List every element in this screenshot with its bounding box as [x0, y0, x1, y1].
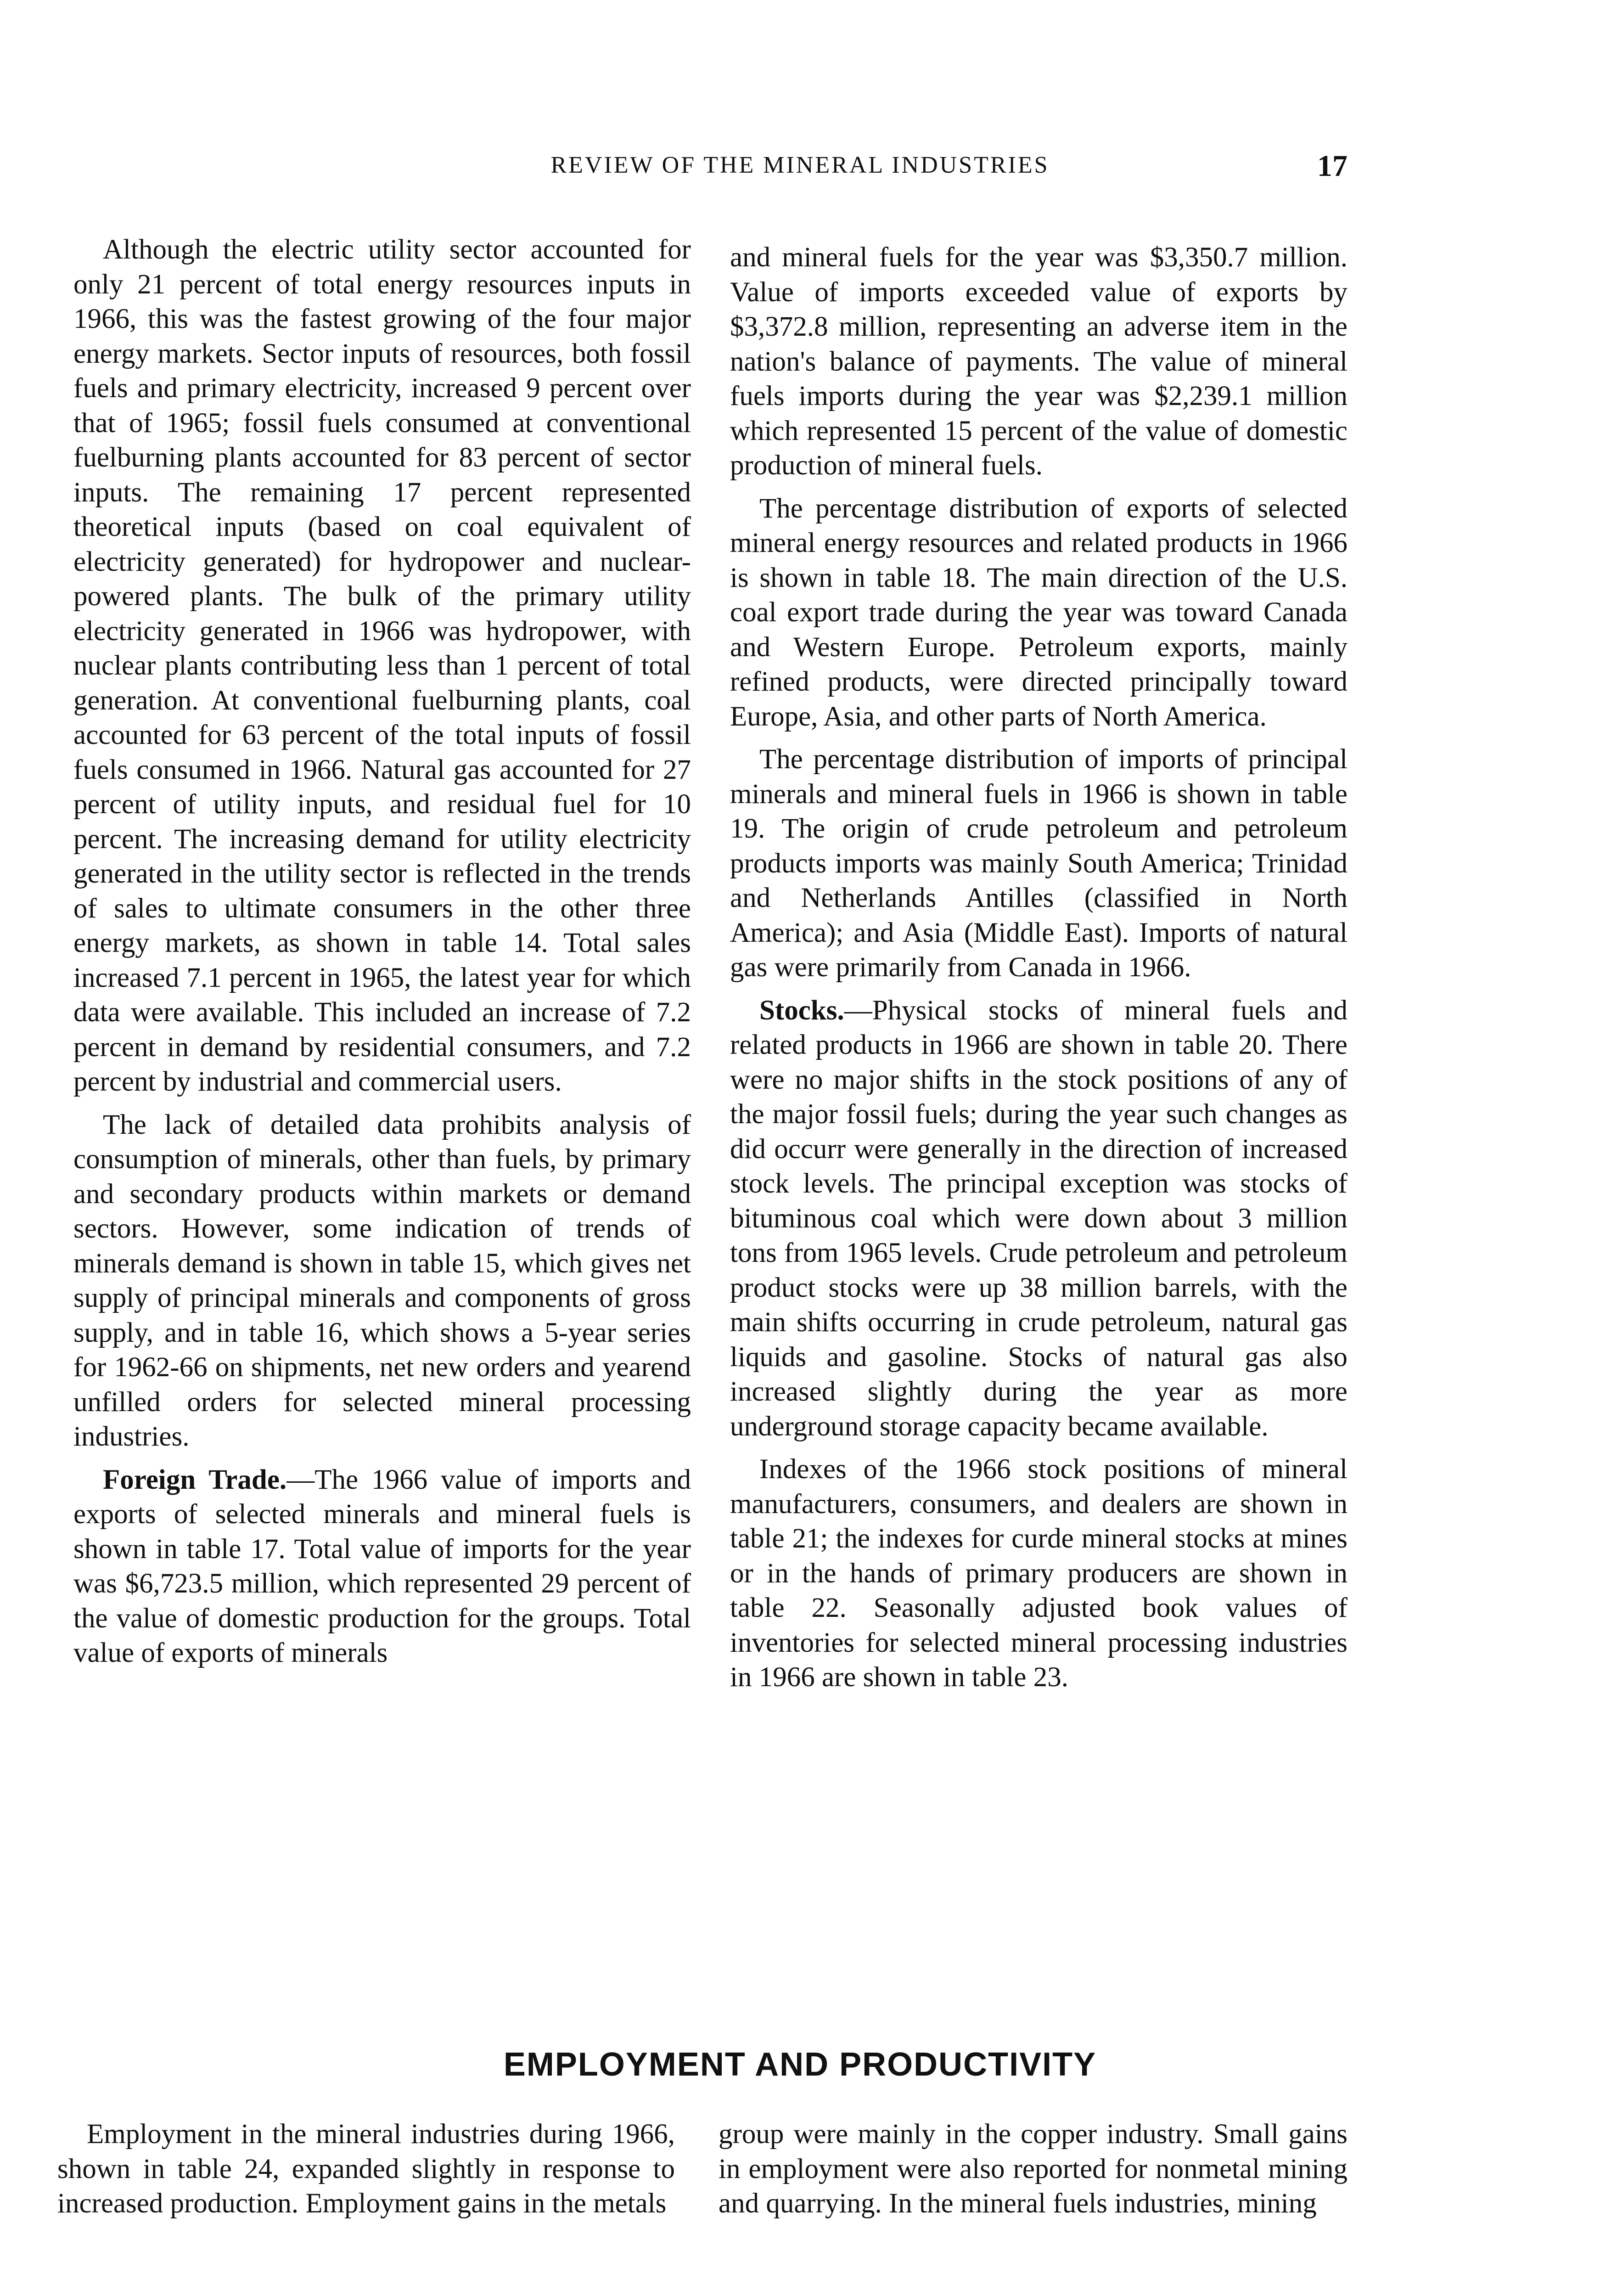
- paragraph-foreign-trade-body: —The 1966 value of imports and exports of selected minerals and mineral fuels is shown in table 17. Total value of imports for the year was $6,723.5 million, which represented 29 percent of the value of domestic production for the groups. Total value of exports of minerals: [73, 1464, 691, 1668]
- paragraph-consumption-of-minerals: The lack of detailed data prohibits analysis of consumption of minerals, other than fuels, by primary and secondary products within markets or demand sectors. However, some indication of trends of minerals demand is shown in table 15, which gives net supply of principal minerals and components of gross supply, and in table 16, which shows a 5-year series for 1962-66 on shipments, net new orders and yearend unfilled orders for selected mineral processing industries.: [73, 1109, 691, 1452]
- paragraph-employment-continued: group were mainly in the copper industry. Small gains in employment were also reported for nonmetal mining and quarrying. In the mineral fuels industries, mining: [719, 2119, 1347, 2219]
- paragraph-foreign-trade-continued: and mineral fuels for the year was $3,350.7 million. Value of imports exceeded value of exports by $3,372.8 million, representing an adverse item in the nation's balance of payments. The value of mineral fuels imports during the year was $2,239.1 million which represented 15 percent of the value of domestic production of mineral fuels.: [730, 242, 1347, 481]
- paragraph-electric-utility-sector: Although the electric utility sector accounted for only 21 percent of total energy resources inputs in 1966, this was the fastest growing of the four major energy markets. Sector inputs of resources, both fossil fuels and primary electricity, increased 9 percent over that of 1965; fossil fuels consumed at conventional fuelburning plants accounted for 83 percent of sector inputs. The remaining 17 percent represented theoretical inputs (based on coal equivalent of electricity generated) for hydropower and nuclear-powered plants. The bulk of the primary utility electricity generated in 1966 was hydropower, with nuclear plants contributing less than 1 percent of total generation. At conventional fuelburning plants, coal accounted for 63 percent of the total inputs of fossil fuels consumed in 1966. Natural gas accounted for 27 percent of utility inputs, and residual fuel for 10 percent. The increasing demand for utility electricity generated in the utility sector is reflected in the trends of sales to ultimate consumers in the other three energy markets, as shown in table 14. Total sales increased 7.1 percent in 1965, the latest year for which data were available. This included an increase of 7.2 percent in demand by residential consumers, and 7.2 percent by industrial and commercial users.: [73, 234, 691, 1097]
- paragraph-stocks: [730, 993, 1347, 1444]
- run-in-heading-stocks: Stocks.: [759, 995, 844, 1026]
- top-right-column: [730, 240, 1347, 1695]
- page-header: [0, 149, 1600, 193]
- section-heading-employment: EMPLOYMENT AND PRODUCTIVITY: [503, 2046, 1097, 2083]
- page-number: 17: [1317, 149, 1347, 183]
- top-left-column: [73, 232, 691, 1671]
- paragraph-foreign-trade: [73, 1463, 691, 1671]
- paragraph-exports-distribution: The percentage distribution of exports of selected mineral energy resources and related products in 1966 is shown in table 18. The main direction of the U.S. coal export trade during the year was toward Canada and Western Europe. Petroleum exports, mainly refined products, were directed principally toward Europe, Asia, and other parts of North America.: [730, 493, 1347, 732]
- employment-left-column: [57, 2117, 675, 2221]
- paragraph-imports-distribution: The percentage distribution of imports of principal minerals and mineral fuels in 1966 is shown in table 19. The origin of crude petroleum and petroleum products imports was mainly South America; Trinidad and Netherlands Antilles (classified in North America); and Asia (Middle East). Imports of natural gas were primarily from Canada in 1966.: [730, 744, 1347, 983]
- running-head: REVIEW OF THE MINERAL INDUSTRIES: [550, 152, 1050, 178]
- paragraph-employment: Employment in the mineral industries during 1966, shown in table 24, expanded slightly in response to increased production. Employment gains in the metals: [57, 2119, 675, 2219]
- employment-right-column: [719, 2117, 1347, 2221]
- run-in-heading-foreign-trade: Foreign Trade.: [103, 1464, 287, 1495]
- paragraph-stocks-body: —Physical stocks of mineral fuels and related products in 1966 are shown in table 20. There were no major shifts in the stock positions of any of the major fossil fuels; during the year such changes as did occurr were generally in the direction of increased stock levels. The principal exception was stocks of bituminous coal which were down about 3 million tons from 1965 levels. Crude petroleum and petroleum product stocks were up 38 million barrels, with the main shifts occurring in crude petroleum, natural gas liquids and gasoline. Stocks of natural gas also increased slightly during the year as more underground storage capacity became available.: [730, 995, 1347, 1442]
- paragraph-stock-indexes: Indexes of the 1966 stock positions of mineral manufacturers, consumers, and dealers are shown in table 21; the indexes for curde mineral stocks at mines or in the hands of primary producers are shown in table 22. Seasonally adjusted book values of inventories for selected mineral processing industries in 1966 are shown in table 23.: [730, 1454, 1347, 1693]
